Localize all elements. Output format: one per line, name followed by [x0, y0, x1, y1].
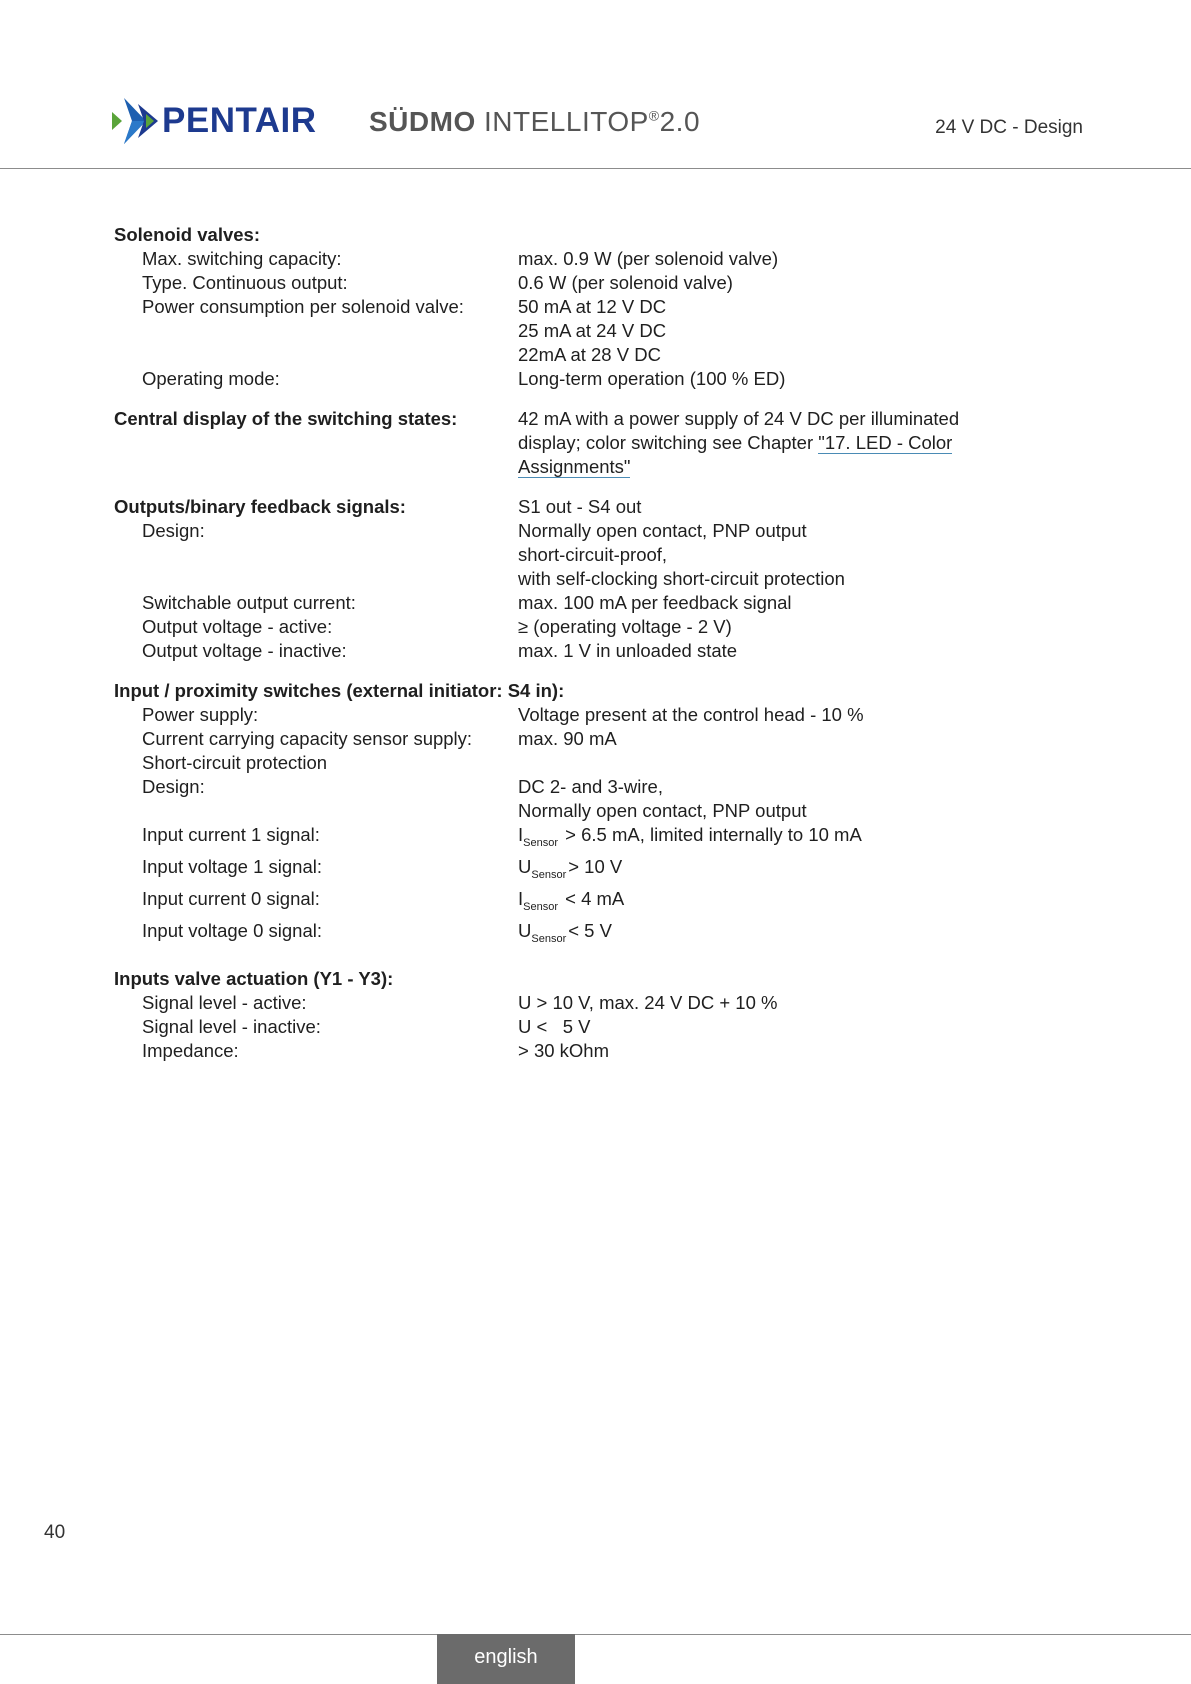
actuation-title: Inputs valve actuation (Y1 - Y3): — [114, 968, 394, 989]
language-tab[interactable]: english — [437, 1634, 575, 1684]
spec-value: DC 2- and 3-wire, — [518, 776, 663, 797]
symbol: I — [518, 888, 524, 909]
section-title: 24 V DC - Design — [935, 117, 1083, 138]
central-display-section — [114, 407, 1074, 479]
product-title: INTELLITOP — [484, 106, 649, 137]
spec-label: Signal level - active: — [142, 992, 307, 1013]
product-name — [369, 106, 700, 138]
registered-mark: ® — [648, 107, 660, 124]
page-number: 40 — [44, 1522, 66, 1543]
symbol-subscript: Sensor — [523, 837, 558, 849]
spec-value: 0.6 W (per solenoid valve) — [518, 272, 733, 293]
page-header — [0, 0, 1191, 169]
spec-label: Impedance: — [142, 1040, 239, 1061]
spec-value: Normally open contact, PNP output — [518, 800, 807, 821]
symbol: U — [518, 856, 532, 877]
spec-value: > 10 V — [568, 856, 623, 877]
footer-divider — [0, 1634, 1191, 1635]
spec-value: with self-clocking short-circuit protection — [518, 568, 845, 589]
spec-label: Signal level - inactive: — [142, 1016, 321, 1037]
spec-value: S1 out - S4 out — [518, 496, 642, 517]
spec-value: Long-term operation (100 % ED) — [518, 368, 786, 389]
spec-label: Max. switching capacity: — [142, 248, 342, 269]
spec-value: 50 mA at 12 V DC — [518, 296, 667, 317]
spec-value: short-circuit-proof, — [518, 544, 668, 565]
outputs-title: Outputs/binary feedback signals: — [114, 496, 406, 517]
spec-value: max. 1 V in unloaded state — [518, 640, 738, 661]
central-title: Central display of the switching states: — [114, 408, 458, 429]
symbol-subscript: Sensor — [531, 869, 567, 881]
product-version: 2.0 — [659, 106, 701, 137]
actuation-section — [114, 967, 1074, 1063]
spec-value: display; color switching see Chapter — [518, 432, 819, 453]
symbol: U — [518, 920, 532, 941]
spec-label: Input current 1 signal: — [142, 824, 320, 845]
spec-content — [114, 223, 1074, 1079]
chapter-link-continued[interactable]: Assignments" — [518, 456, 631, 477]
spec-value: 22mA at 28 V DC — [518, 344, 661, 365]
product-prefix: SÜDMO — [369, 106, 476, 137]
symbol-subscript: Sensor — [531, 933, 567, 945]
spec-label: Power consumption per solenoid valve: — [142, 296, 464, 317]
spec-label: Design: — [142, 520, 205, 541]
spec-value: < 4 mA — [560, 888, 625, 909]
symbol-subscript: Sensor — [523, 901, 558, 913]
spec-label: Power supply: — [142, 704, 259, 725]
spec-label: Input voltage 0 signal: — [142, 920, 322, 941]
spec-value: > 30 kOhm — [518, 1040, 610, 1061]
spec-value: U > 10 V, max. 24 V DC + 10 % — [518, 992, 778, 1013]
solenoid-section — [114, 223, 1074, 391]
spec-value: < 5 V — [568, 920, 612, 941]
spec-label: Input voltage 1 signal: — [142, 856, 322, 877]
spec-label: Switchable output current: — [142, 592, 356, 613]
spec-label: Operating mode: — [142, 368, 280, 389]
spec-value: max. 90 mA — [518, 728, 617, 749]
inputs-section — [114, 679, 1074, 951]
spec-label: Type. Continuous output: — [142, 272, 348, 293]
spec-label: Output voltage - active: — [142, 616, 333, 637]
spec-value: 42 mA with a power supply of 24 V DC per illuminated — [518, 408, 960, 429]
spec-label: Output voltage - inactive: — [142, 640, 347, 661]
spec-value: max. 0.9 W (per solenoid valve) — [518, 248, 779, 269]
spec-label: Short-circuit protection — [142, 752, 328, 773]
inputs-title: Input / proximity switches (external initiator: S4 in): — [114, 680, 565, 701]
spec-label: Current carrying capacity sensor supply: — [142, 728, 473, 749]
spec-value: 25 mA at 24 V DC — [518, 320, 667, 341]
brand-name: PENTAIR — [162, 101, 317, 140]
solenoid-title: Solenoid valves: — [114, 224, 260, 245]
symbol: I — [518, 824, 524, 845]
spec-value: U < 5 V — [518, 1016, 591, 1037]
spec-value: > 6.5 mA, limited internally to 10 mA — [560, 824, 862, 845]
spec-value: Normally open contact, PNP output — [518, 520, 807, 541]
spec-label: Input current 0 signal: — [142, 888, 320, 909]
spec-value: max. 100 mA per feedback signal — [518, 592, 792, 613]
spec-value: Voltage present at the control head - 10 % — [518, 704, 864, 725]
spec-label: Design: — [142, 776, 205, 797]
outputs-section — [114, 495, 1074, 663]
chapter-link[interactable]: "17. LED - Color — [818, 432, 953, 453]
spec-value: ≥ (operating voltage - 2 V) — [518, 616, 732, 637]
